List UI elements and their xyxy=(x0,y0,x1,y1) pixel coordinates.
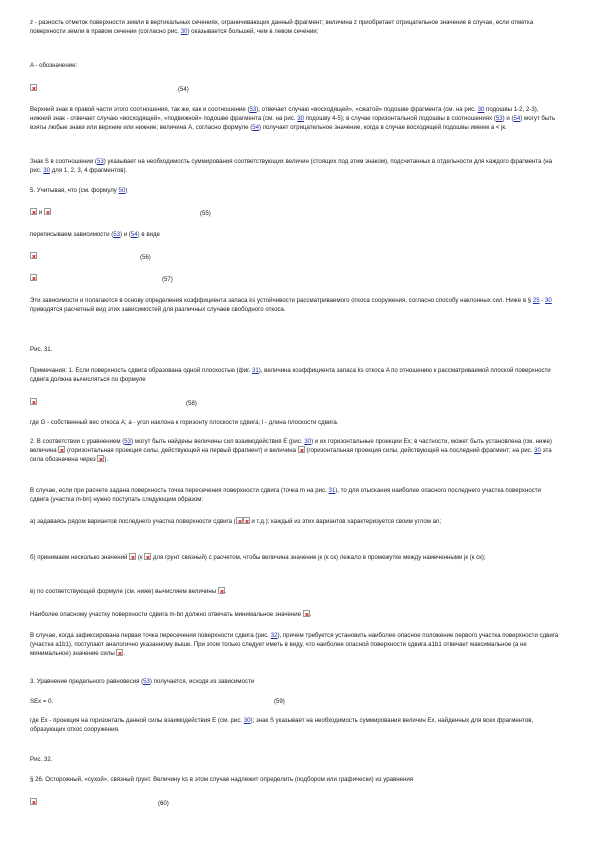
link-eq-53[interactable]: 53 xyxy=(124,438,132,445)
equation-number: (56) xyxy=(140,254,151,261)
broken-image-icon xyxy=(97,455,104,462)
formula-56 xyxy=(30,252,560,262)
link-section-30[interactable]: 30 xyxy=(545,297,552,304)
link-eq-54[interactable]: 54 xyxy=(252,124,260,132)
link-fig-30[interactable]: 30 xyxy=(534,447,541,455)
paragraph-ks-basis: Эти зависимости и полагаются в основу определения коэффициента запаса ks устойчивости рассматриваемого откоса сооружения, согласно способу наклонных сил. Ниже в § 25 - 30 приводятся расчетный вид этих зависимостей для различных случаев свободного откоса. xyxy=(30,297,552,314)
link-section-25[interactable]: 25 xyxy=(532,297,540,304)
link-eq-53[interactable]: 53 xyxy=(495,115,503,123)
figure-caption-32: Рис. 32. xyxy=(30,756,53,763)
link-fig-30[interactable]: 30 xyxy=(43,167,51,175)
section-heading-26: § 26. Осторожный, «сухой», связный грунт. Величину ks в этом случае надлежит определить (подбором или графически) из уравнения xyxy=(30,776,414,783)
paragraph-min-value: Наиболее опасному участку поверхности сдвига m-bn должно отвечать минимальное значение . xyxy=(30,611,312,618)
paragraph-z-definition: z - разность отметок поверхности земли в вертикальных сечениях, ограничивающих данный фрагмент; величина z приобретает отрицательное значение в случае, если отметка поверхности земли в правом сечении (согласно рис. 30) оказывается большей, чем в левом сечении; xyxy=(30,19,534,36)
paragraph-first-point: В случае, когда зафиксирована первая точка пересечения поверхности сдвига (рис. 32), причем требуется установить наиболее опасное положение первого участка поверхности сдвига (участка a1b1), поступают аналогично указанному выше. При этом только следует иметь в виду, что наиболее опасной поверхности сдвига a1b1 отвечает максимальное (а не минимальное) значение силы . xyxy=(30,632,559,658)
broken-image-icon xyxy=(30,208,37,215)
list-item-a: а) задаваясь рядом вариантов последнего участка поверхности сдвига ( и т.д.); каждый из этих вариантов характеризуется своим углом an; xyxy=(30,518,442,525)
broken-image-icon xyxy=(30,398,37,405)
broken-image-icon xyxy=(243,517,250,524)
link-eq-54[interactable]: 54 xyxy=(513,115,521,123)
equation-number: (60) xyxy=(158,800,169,807)
paragraph-dangerous-segment: В случае, если при расчете задана поверхность точка пересечения поверхности сдвига (точка m на рис. 31), то для отыскания наиболее опасного последнего участка поверхности сдвига (участка m-bn) нужно поступать следующим образом: xyxy=(30,487,541,504)
link-fig-31[interactable]: 31 xyxy=(328,487,336,494)
paragraph-rewrite: переписываем зависимости (53) и (54) в виде xyxy=(30,231,160,238)
link-fig-32[interactable]: 32 xyxy=(270,632,278,639)
link-fig-30[interactable]: 30 xyxy=(297,115,305,123)
formula-60 xyxy=(30,798,560,808)
paragraph-signs-explanation: Верхний знак в правой части этого соотношения, так же, как и соотношение (53), отвечает случаю «восходящей», «сжатой» подошве фрагмента (см. на рис. 30 подошвы 1-2, 2-3), нижний знак - отвечает случаю «восходящей», «подвижной» подошве фрагмента (см. на рис. 30 подошву 4-5); в случае горизонтальной подошвы в соотношениях (53) и (54) могут быть взяты любые знаки или верхние или нижние; величина A, согласно формуле (54) получает отрицательное значение, когда в случае восходящей подошвы имеем a < jк. xyxy=(30,106,556,132)
broken-image-icon xyxy=(30,274,37,281)
link-fig-30[interactable]: 30 xyxy=(477,106,485,113)
paragraph-note-3: 3. Уравнение предельного равновесия (53) получается, исходя из зависимости xyxy=(30,678,255,685)
equation-number: (54) xyxy=(178,86,189,93)
broken-image-icon xyxy=(303,610,310,617)
formula-55: и (55) xyxy=(30,208,560,218)
link-eq-53[interactable]: 53 xyxy=(113,231,121,238)
broken-image-icon xyxy=(44,208,51,215)
broken-image-icon xyxy=(298,446,305,453)
link-fig-30[interactable]: 30 xyxy=(243,717,251,724)
broken-image-icon xyxy=(30,84,37,91)
broken-image-icon xyxy=(129,553,136,560)
formula-58 xyxy=(30,398,560,408)
formula-59 xyxy=(30,697,560,707)
figure-caption-31: Рис. 31. xyxy=(30,346,53,353)
equation-number: (57) xyxy=(162,276,173,283)
paragraph-a-definition: A - обозначение: xyxy=(30,62,78,69)
formula-57 xyxy=(30,274,560,284)
link-eq-53[interactable]: 53 xyxy=(143,678,150,685)
link-fig-30[interactable]: 30 xyxy=(180,28,188,36)
broken-image-icon xyxy=(144,553,151,560)
paragraph-ex-definition: где Ex - проекция на горизонталь данной силы взаимодействия E (см. рис. 30); знак S указывает на необходимость суммирования величин Ex, найденных для всех фрагментов, образующих откос сооружения. xyxy=(30,717,534,734)
equation-number: (58) xyxy=(186,400,197,407)
broken-image-icon xyxy=(116,649,123,656)
list-item-b: б) принимаем несколько значений (к для грунт связный) с расчетом, чтобы величина значение jк (к ск) лежало в промежутке между намеченными jк (к ск); xyxy=(30,554,486,561)
broken-image-icon xyxy=(58,446,65,453)
list-item-c: в) по соответствующей формуле (см. ниже) вычисляем величины . xyxy=(30,588,227,595)
paragraph-item-5: 5. Учитывая, что (см. формулу 50) xyxy=(30,187,128,194)
paragraph-note-2: 2. В соответствии с уравнением (53) могут быть найдены величины сил взаимодействия E (рис. 30) и их горизонтальные проекции Ex; в частности, может быть установлена (см. ниже) величина (горизонтальная проекция силы, действующей на первый фрагмент) и величина (горизонтальная проекция силы, действующей на последний фрагмент; на рис. 30 эта сила обозначена через ). xyxy=(30,438,552,464)
formula-54 xyxy=(30,84,560,94)
link-eq-54[interactable]: 54 xyxy=(130,231,138,238)
equation-number: (55) xyxy=(200,210,211,217)
link-eq-53[interactable]: 53 xyxy=(96,158,104,165)
link-eq-50[interactable]: 50 xyxy=(118,187,126,194)
formula-59-text: SEx = 0. xyxy=(30,698,54,705)
broken-image-icon xyxy=(30,798,37,805)
broken-image-icon xyxy=(236,517,243,524)
paragraph-sum-sign: Знак S в соотношении (53) указывает на необходимость суммирования соответствующих величин (стоящих под этим знаком), подсчитанных в отдельности для каждого фрагмента (на рис. 30 для 1, 2, 3, 4 фрагментов). xyxy=(30,158,552,175)
equation-number: (59) xyxy=(274,698,285,705)
link-fig-31[interactable]: 31 xyxy=(251,367,259,374)
link-fig-30[interactable]: 30 xyxy=(304,438,312,445)
paragraph-legend-58: где G - собственный вес откоса A; a - угол наклона к горизонту плоскости сдвига; l - длина плоскости сдвига. xyxy=(30,419,339,426)
paragraph-note-1: Примечания: 1. Если поверхность сдвига образована одной плоскостью (фиг. 31), величина коэффициента запаса ks откоса A по отношению к рассматриваемой плоской поверхности сдвига должна вычисляться по формуле xyxy=(30,367,551,384)
broken-image-icon xyxy=(218,587,225,594)
link-eq-53[interactable]: 53 xyxy=(249,106,257,113)
broken-image-icon xyxy=(30,252,37,259)
